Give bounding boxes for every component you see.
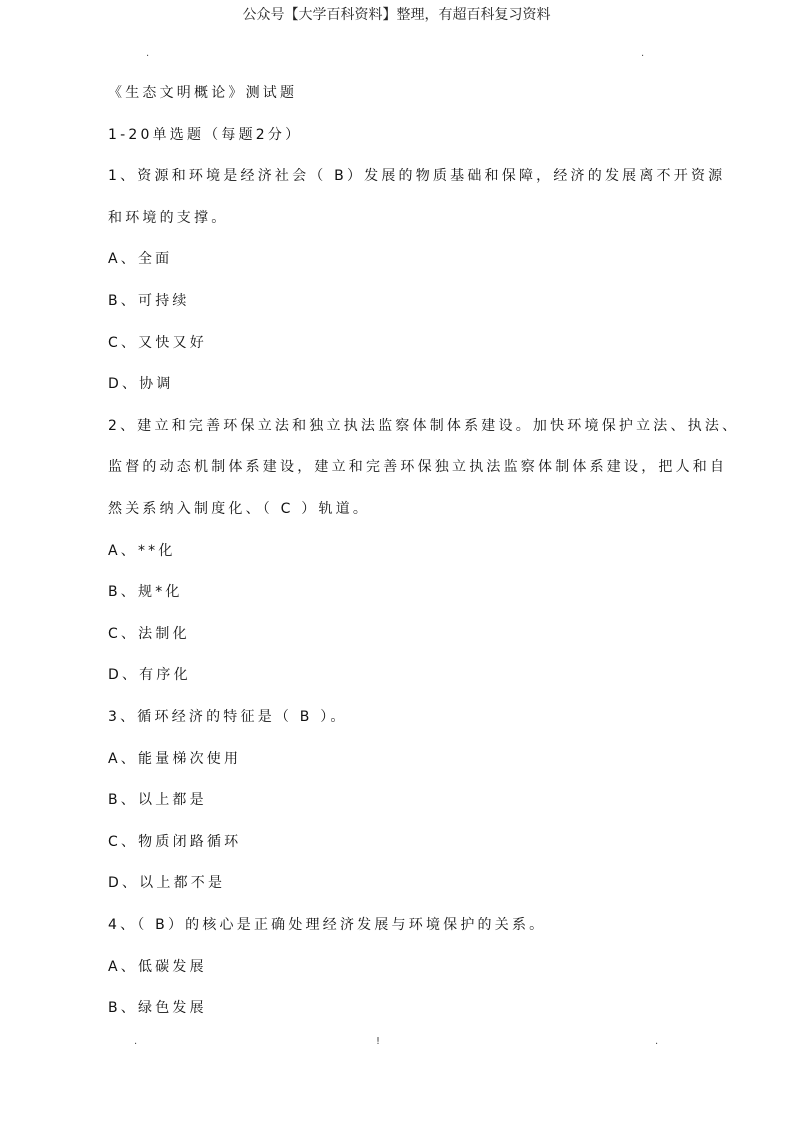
text-line: 监督的动态机制体系建设，建立和完善环保独立执法监察体制体系建设，把人和自 [108, 459, 728, 476]
footer-mark: . [655, 1036, 659, 1047]
text-line: D、以上都不是 [108, 875, 226, 892]
text-line: B、绿色发展 [108, 1000, 207, 1017]
text-line: D、协调 [108, 376, 174, 393]
document-title: 《生态文明概论》测试题 [108, 85, 298, 101]
text-line: A、**化 [108, 542, 176, 559]
page-header: 公众号【大学百科资料】整理，有超百科复习资料 [242, 7, 551, 23]
top-mark: . [146, 48, 150, 59]
text-line: A、能量梯次使用 [108, 750, 242, 767]
text-line: B、可持续 [108, 293, 190, 309]
text-line: 4、（ B）的核心是正确处理经济发展与环境保护的关系。 [108, 917, 547, 933]
text-line: 2、建立和完善环保立法和独立执法监察体制体系建设。加快环境保护立法、执法、 [108, 417, 740, 434]
text-line: B、规*化 [108, 584, 183, 601]
text-line: 3、循环经济的特征是（ B ）。 [108, 709, 348, 725]
footer-mark: . [134, 1036, 138, 1047]
text-line: C、又快又好 [108, 334, 207, 351]
top-mark: . [641, 48, 645, 59]
text-line: A、全面 [108, 251, 173, 268]
text-line: A、低碳发展 [108, 958, 207, 975]
text-line: C、物质闭路循环 [108, 833, 242, 850]
text-line: 然关系纳入制度化、（ C ）轨道。 [108, 501, 371, 517]
text-line: D、有序化 [108, 667, 191, 684]
text-line: B、以上都是 [108, 792, 207, 809]
text-line: 1、资源和环境是经济社会（ B）发展的物质基础和保障，经济的发展离不开资源 [108, 168, 726, 185]
section-heading: 1-20单选题（每题2分） [108, 126, 303, 143]
text-line: C、法制化 [108, 625, 190, 642]
text-line: 和环境的支撑。 [108, 209, 229, 226]
footer-mark: ! [376, 1036, 381, 1047]
